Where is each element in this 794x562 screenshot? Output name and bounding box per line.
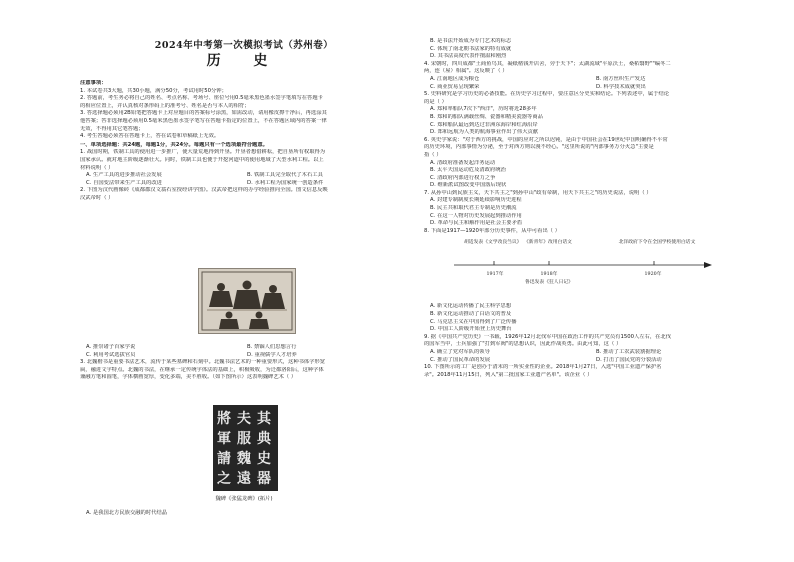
question-4-options [424, 84, 762, 92]
note-line: 他答案；答非选择题必须用0.5毫米黑色墨水签字笔写在答题卡指定的位置上，不在答题区域内的答案一律 [80, 117, 327, 124]
option: A. 封建专制制度长期延续影响历史进程 [430, 197, 522, 204]
question-2-line: 汉武帝时（ ） [80, 194, 114, 201]
question-5-line: 5. 史料研究是学习历史的必备技能。在历史学习过程中，要注意区分史实和结论。下列表述中，属于结论 [424, 91, 670, 98]
question-2-options [80, 352, 408, 360]
exam-title: 2024年中考第一次模拟考试（苏州卷） [154, 40, 334, 51]
option: D. 维新派试图改变中国落后现状 [430, 182, 507, 189]
question-4-options [424, 76, 762, 84]
subject-title: 历 史 [206, 53, 282, 69]
option: B. 郑和的船队满载丝绸、瓷器和精美瓷器等商品 [430, 113, 543, 120]
timeline-event: 鲁迅发表《狂人日记》 [525, 280, 573, 286]
svg-text:將: 將 [217, 411, 231, 427]
question-3-line: 扁，融进文字特点。北魏的书法，在继承一定传统字体法的基础上，积极吸收，为迁都洛阳后，这种字体 [80, 366, 324, 373]
timeline-event: 胡适发表《文学改良刍议》 [464, 240, 522, 246]
han-brick-relief-image [198, 268, 296, 334]
question-1-options [80, 172, 408, 180]
option: C. 自国变法带来生产工具的改进 [86, 179, 162, 186]
note-line: 4. 考生答题必须答在答题卡上，答在试卷和草稿纸上无效。 [80, 133, 220, 140]
question-5-line: 的是（ ） [424, 98, 447, 105]
option: D. 其书法高度代表作擅温和刚烈 [430, 53, 507, 60]
option: A. 清政府准备发起洋务运动 [430, 159, 496, 166]
question-2-options [80, 344, 408, 352]
question-3-option-a: A. 是我国北方民族交融的时代结晶 [86, 510, 168, 516]
question-4-line: 4. 宋朝时，四川成都"土商鱼鸟其，凝纸楮钱开店舍，旁于天下"；太湖流域"平原沃土，桑柘翳野""编冬二 [424, 60, 671, 67]
stele-caption: 魏碑《张猛龙碑》(拓片) [215, 496, 273, 502]
svg-text:其: 其 [257, 411, 271, 427]
option: D. 科学技术成就突出 [596, 83, 646, 90]
question-3-line: 兼融方笔和圆笔，字体横画宽厚，变化多端，美不胜收。（如下图所示）这表明魏碑艺术（ ） [80, 374, 297, 381]
option: B. 推动了工农武装割据理论 [596, 349, 662, 355]
option: B. 新文化运动推动了白话文的普及 [430, 311, 512, 318]
question-4-line: 两，连（屋）相属"。这反映了（ ） [424, 68, 508, 75]
svg-text:魏: 魏 [237, 451, 251, 467]
question-10-line: 录"。2018年11月15日，列入"第二批国家工业遗产名单"。该企业（ ） [424, 371, 593, 378]
option: A. 生产工具的进步推动社会发展 [86, 172, 162, 179]
question-1-line: 1. 战国时期，铁制工具的使用进一步推广，使大量荒地得到开垦。开垦者想借耕耘，把自垦所有权取得为 [80, 149, 326, 156]
timeline-event: 《新青年》改用白话文 [524, 240, 572, 246]
question-8-line: 8. 下面是1917—1920年部分历史事件，从中可看出（ ） [424, 227, 561, 234]
question-9-line: 的国军当中，士兵加强了"打到军阀"的思想认识，因此作战英勇。由此可知，这（ ） [424, 341, 622, 348]
timeline-year: 1920年 [644, 272, 662, 278]
option: D. 革命与民主和解作用是社会主要矛盾 [430, 220, 523, 227]
option: B. 是书法开始成为专门艺术的标志 [430, 38, 512, 44]
option: C. 利用考试选拔官员 [86, 351, 136, 358]
timeline-event: 北洋政府下令在全国学校使用白话文 [618, 240, 696, 246]
svg-text:遠: 遠 [237, 471, 251, 487]
timeline-figure [424, 235, 762, 303]
option: A. 推崇诸子百家学说 [86, 344, 136, 350]
option: C. 清政府内部进行权力之争 [430, 174, 496, 181]
option: B. 铁制工具完全取代了木石工具 [247, 172, 323, 179]
section-heading: 一、单项选择题：共24题，每题1分，共24分。每题只有一个选项最符合题意。 [80, 141, 268, 148]
option: D. 重视儒学人才培养 [247, 351, 297, 358]
question-6-line: 的历史环境，内部事情为分泌，至于对西方则以漫不经心。"这里所说的"内部事务万分火急"主要是 [424, 144, 654, 151]
question-9-options [424, 357, 762, 365]
question-10-line: 10. 下图所示的工厂是创办于清末的一所实业性的企业。2018年1月27日，入选"中国工业遗产保护名 [424, 364, 662, 371]
note-line: 无效，不得用其它笔答题； [80, 125, 144, 132]
question-1-line: 材料说明（ ） [80, 164, 114, 171]
option: A. 确立了党对军队的领导 [430, 349, 490, 355]
svg-text:請: 請 [217, 451, 231, 467]
option: C. 体现了南北朝书法家的特有成就 [430, 45, 512, 52]
timeline-axis [454, 259, 714, 271]
svg-text:史: 史 [257, 451, 271, 467]
option: C. 在这一人物对历史发展起到推动作用 [430, 212, 522, 219]
question-9-line: 9. 据《中国共产党历史》一书载，1926年12月北伐军中国在政治工作的共产党员有1500人左右，在北伐 [424, 333, 672, 340]
option: B. 民主共和取代君主专制是历史潮流 [430, 205, 517, 212]
svg-text:器: 器 [257, 471, 271, 487]
svg-text:典: 典 [257, 431, 271, 447]
option: A. 新文化运动传播了民主科学思想 [430, 303, 512, 310]
question-2-3-block [80, 344, 408, 382]
notes-heading: 注意事项： [80, 80, 107, 86]
question-6-line: 指（ ） [424, 151, 442, 158]
svg-text:服: 服 [237, 431, 251, 447]
note-line: 3. 答选择题必须用2B铅笔把答题卡上对应题目的答案标号涂黑，如需改动，请用橡皮擦干净后，再选涂其 [80, 110, 327, 117]
option: A. 江南地区成为粮仓 [430, 75, 480, 82]
option: C. 推动了国民革命的发展 [430, 356, 491, 363]
option: B. 禁锢人们思想言行 [247, 344, 297, 350]
svg-text:夫: 夫 [237, 411, 251, 427]
option: D. 打击了国民党的分裂活动 [596, 356, 662, 363]
question-7-line: 7. 从孙中山到民族主义，天下共主之"到孙中山"政有帝制，用天下共主之"的历史说法，说明（ ） [424, 189, 652, 196]
note-line: 2. 答题前，考生务必将自己的姓名、考点名称、考场号、座位号用0.5毫米黑色墨水签字笔填写在答题卡 [80, 95, 323, 102]
note-line: 的相应位置上，并认真核对条形码上的准考号、姓名是否与本人的相符； [80, 102, 250, 109]
option: A. 郑和率船队7次下"西洋"，历时将近28多年 [430, 106, 537, 113]
question-2-line: 2. 下图为汉代画像砖《成都郡汉文翁石室授经讲学图》。汉武帝把这样的办学经验推向全国。图文信息反映 [80, 187, 328, 194]
question-1-line: 国家承认。就对地主阶级逐渐壮大。同时，铁制工具也便于开挖河道中的使用地域了大型水利工程。以上 [80, 156, 324, 163]
option: D. 郑和远航为人类的航海事业作出了伟大贡献 [430, 129, 539, 136]
timeline-year: 1918年 [540, 272, 558, 278]
option: C. 郑和船队最远到达过非洲东海岸和红海沿岸 [430, 121, 538, 128]
question-1-options [80, 180, 408, 188]
right-column [424, 38, 762, 379]
question-9-options [424, 349, 762, 357]
option: C. 马克思主义在中国得到了广泛传播 [430, 318, 517, 325]
option: B. 太平天国运动危及清政府统治 [430, 167, 506, 174]
option: D. 水利工程为国家统一创造条件 [247, 179, 324, 186]
question-3-line: 3. 北魏楷书是重要书法艺术，流传于某些墓碑和石刻中。北魏书法艺术的一种重要形式，这种书体字形宽 [80, 359, 326, 366]
question-6-line: 6. 英史学家说："对于西方的挑战，中国的应对之所以迟钝，是由于中国社会在19世纪中国明确得不平常 [424, 136, 668, 143]
svg-text:軍: 軍 [217, 431, 231, 447]
option: D. 中国工人阶级开始登上历史舞台 [430, 326, 512, 333]
timeline-year: 1917年 [486, 272, 504, 278]
notes-block [80, 80, 408, 203]
option: C. 商业贸易呈现繁荣 [430, 83, 480, 90]
svg-text:之: 之 [217, 471, 231, 487]
option: B. 南方丝织生产发达 [596, 75, 646, 82]
note-line: 1. 本试卷共3大题，共30小题，满分50分，考试用时50分钟； [80, 87, 227, 94]
wei-stele-rubbing-image [213, 405, 278, 491]
